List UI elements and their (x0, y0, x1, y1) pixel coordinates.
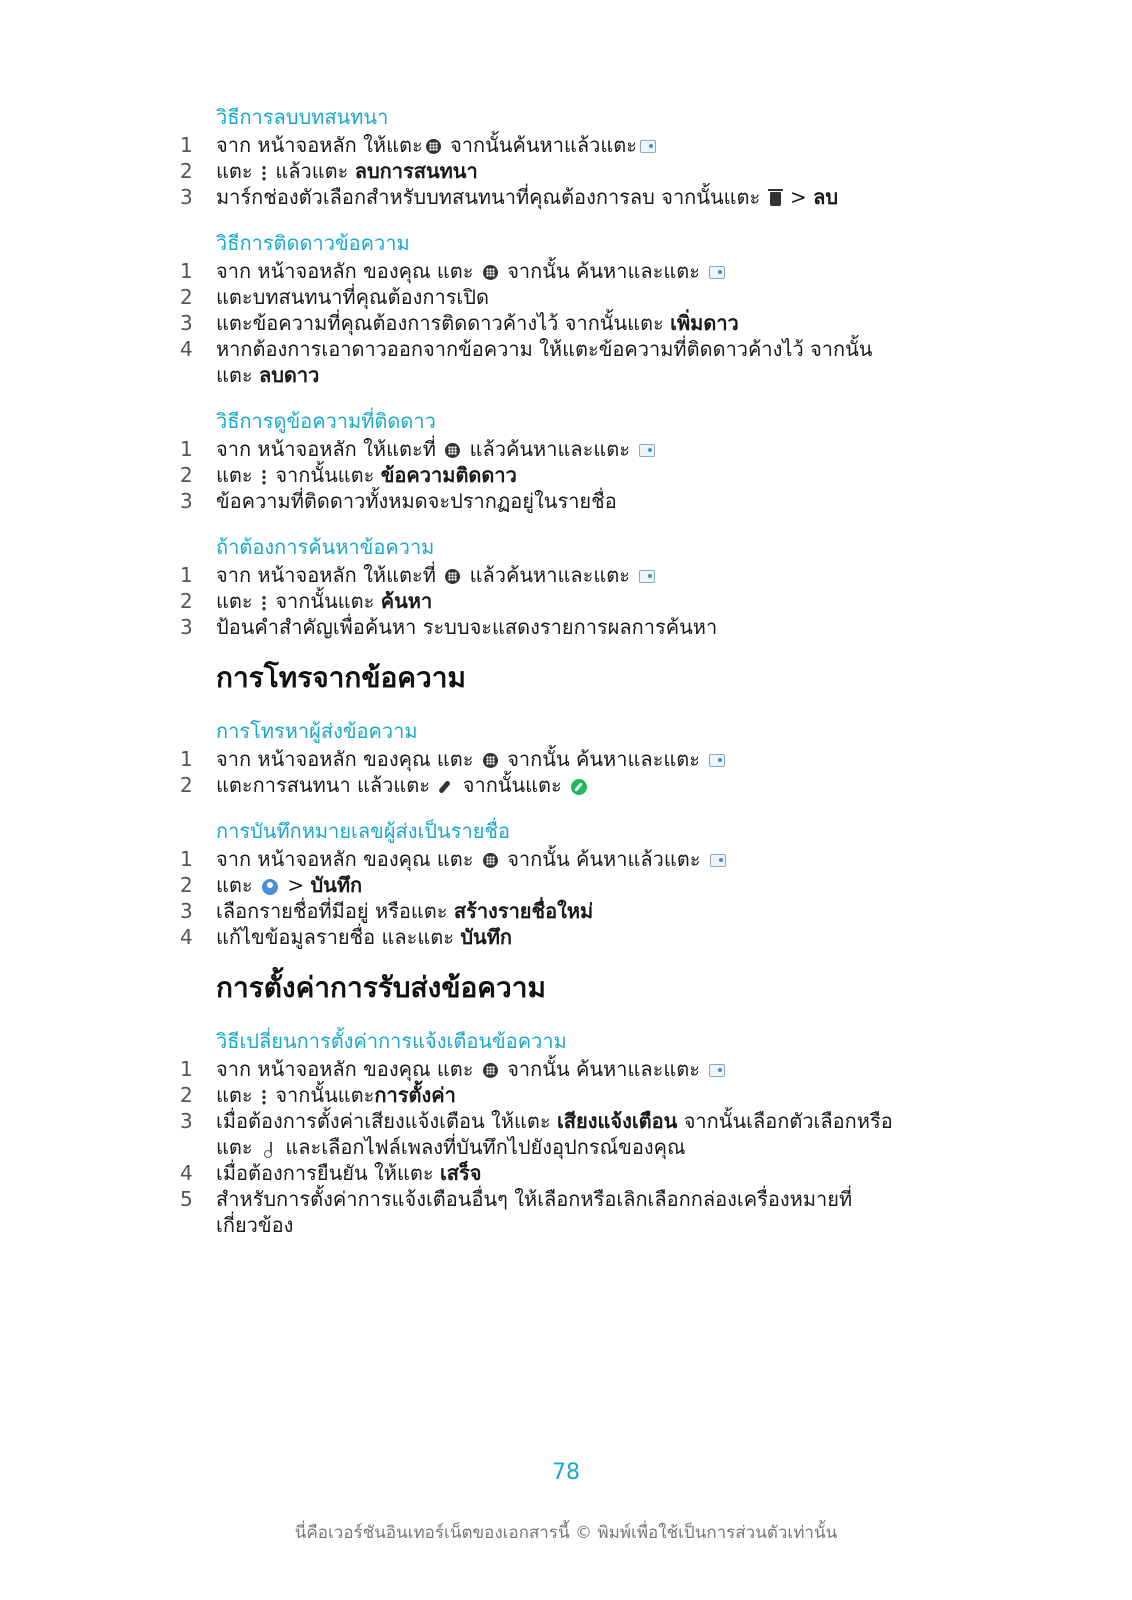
list-item: 2 แตะ > บันทึก (180, 873, 363, 897)
step-number: 1 (180, 1057, 193, 1081)
list-item: 5 สำหรับการตั้งค่าการแจ้งเตือนอื่นๆ ให้เลือกหรือเลิกเลือกกล่องเครื่องหมายที่เกี่ยวข้อง (180, 1187, 853, 1237)
apps-icon (483, 853, 498, 868)
step-number: 2 (180, 1083, 193, 1107)
apps-icon (445, 569, 460, 584)
list-item: 1 จาก หน้าจอหลัก ของคุณ แตะ จากนั้น ค้นหาและแตะ (180, 746, 900, 772)
list-item: 4 แก้ไขข้อมูลรายชื่อ และแตะ บันทึก (180, 925, 513, 949)
subtitle-search-messages: ถ้าต้องการค้นหาข้อความ (216, 535, 435, 559)
step-number: 4 (180, 1161, 193, 1185)
step-number: 3 (180, 1109, 193, 1133)
subtitle-star-message: วิธีการติดดาวข้อความ (216, 231, 410, 255)
list-item: 1 จาก หน้าจอหลัก ให้แตะ จากนั้นค้นหาแล้วแตะ (180, 132, 900, 158)
menu-more-icon (262, 469, 266, 485)
messaging-icon (639, 444, 655, 457)
menu-more-icon (262, 595, 266, 611)
step-number: 3 (180, 899, 193, 923)
apps-icon (483, 1063, 498, 1078)
apps-icon (426, 139, 441, 154)
contact-icon (262, 879, 278, 895)
subtitle-notification-settings: วิธีเปลี่ยนการตั้งค่าการแจ้งเตือนข้อความ (216, 1029, 567, 1053)
footer-note: นี่คือเวอร์ชันอินเทอร์เน็ตของเอกสารนี้ © พิมพ์เพื่อใช้เป็นการส่วนตัวเท่านั้น (294, 1523, 838, 1543)
page-content (180, 104, 900, 1258)
messaging-icon (640, 140, 656, 153)
subtitle-view-starred: วิธีการดูข้อความที่ติดดาว (216, 409, 436, 433)
step-number: 4 (180, 337, 193, 361)
trash-icon (770, 192, 781, 206)
step-number: 1 (180, 563, 193, 587)
messaging-icon (710, 854, 726, 867)
step-number: 1 (180, 133, 193, 157)
list-item: 1 จาก หน้าจอหลัก ของคุณ แตะ จากนั้น ค้นหาแล้วแตะ (180, 846, 900, 872)
step-number: 2 (180, 589, 193, 613)
step-number: 1 (180, 437, 193, 461)
step-number: 3 (180, 615, 193, 639)
menu-more-icon (262, 1089, 266, 1105)
step-number: 3 (180, 311, 193, 335)
steps-call-sender (180, 746, 900, 798)
menu-more-icon (262, 165, 266, 181)
list-item: 4 หากต้องการเอาดาวออกจากข้อความ ให้แตะข้อความที่ติดดาวค้างไว้ จากนั้นแตะ ลบดาว (180, 337, 873, 387)
heading-calling-from-messages: การโทรจากข้อความ (216, 661, 466, 694)
call-button-icon (571, 779, 587, 795)
steps-delete-conversation (180, 132, 900, 210)
step-number: 1 (180, 847, 193, 871)
step-number: 2 (180, 773, 193, 797)
list-item: 3 เลือกรายชื่อที่มีอยู่ หรือแตะ สร้างรายชื่อใหม่ (180, 899, 594, 923)
subtitle-save-sender-number: การบันทึกหมายเลขผู้ส่งเป็นรายชื่อ (216, 819, 510, 843)
steps-notification-settings (180, 1056, 900, 1238)
list-item: 3 ป้อนคำสำคัญเพื่อค้นหา ระบบจะแสดงรายการผลการค้นหา (180, 615, 718, 639)
music-note-icon (262, 1141, 276, 1157)
page-number: 78 (552, 1460, 580, 1485)
step-number: 3 (180, 489, 193, 513)
messaging-icon (639, 570, 655, 583)
list-item: 1 จาก หน้าจอหลัก ให้แตะที่ แล้วค้นหาและแตะ (180, 562, 900, 588)
phone-icon (439, 780, 453, 794)
apps-icon (483, 753, 498, 768)
list-item: 2 แตะ จากนั้นแตะการตั้งค่า (180, 1083, 456, 1107)
list-item: 2 แตะ แล้วแตะ ลบการสนทนา (180, 159, 478, 183)
steps-view-starred (180, 436, 900, 514)
list-item: 4 เมื่อต้องการยืนยัน ให้แตะ เสร็จ (180, 1161, 482, 1185)
step-number: 2 (180, 463, 193, 487)
list-item: 1 จาก หน้าจอหลัก ของคุณ แตะ จากนั้น ค้นหาและแตะ (180, 1056, 900, 1082)
apps-icon (445, 443, 460, 458)
list-item: 2 แตะบทสนทนาที่คุณต้องการเปิด (180, 285, 489, 309)
step-number: 3 (180, 185, 193, 209)
list-item: 3 แตะข้อความที่คุณต้องการติดดาวค้างไว้ จากนั้นแตะ เพิ่มดาว (180, 311, 739, 335)
list-item: 3 เมื่อต้องการตั้งค่าเสียงแจ้งเตือน ให้แตะ เสียงแจ้งเตือน จากนั้นเลือกตัวเลือกหรือแตะ และเลือกไฟล์เพลงที่บันทึกไปยังอุปกรณ์ของคุณ (180, 1109, 893, 1159)
messaging-icon (709, 266, 725, 279)
steps-save-sender-number (180, 846, 900, 950)
messaging-icon (709, 754, 725, 767)
list-item: 1 จาก หน้าจอหลัก ของคุณ แตะ จากนั้น ค้นหาและแตะ (180, 258, 900, 284)
list-item: 3 ข้อความที่ติดดาวทั้งหมดจะปรากฏอยู่ในรายชื่อ (180, 489, 617, 513)
list-item: 2 แตะ จากนั้นแตะ ข้อความติดดาว (180, 463, 517, 487)
heading-messaging-settings: การตั้งค่าการรับส่งข้อความ (216, 971, 546, 1004)
apps-icon (483, 265, 498, 280)
subtitle-delete-conversation: วิธีการลบบทสนทนา (216, 105, 389, 129)
list-item: 2 แตะการสนทนา แล้วแตะ จากนั้นแตะ (180, 772, 900, 798)
step-number: 2 (180, 873, 193, 897)
step-number: 1 (180, 259, 193, 283)
subtitle-call-sender: การโทรหาผู้ส่งข้อความ (216, 719, 418, 743)
steps-star-message (180, 258, 900, 388)
step-number: 2 (180, 285, 193, 309)
list-item: 3 มาร์กช่องตัวเลือกสำหรับบทสนทนาที่คุณต้องการลบ จากนั้นแตะ > ลบ (180, 185, 839, 209)
step-number: 4 (180, 925, 193, 949)
step-number: 5 (180, 1187, 193, 1211)
list-item: 2 แตะ จากนั้นแตะ ค้นหา (180, 589, 433, 613)
steps-search-messages (180, 562, 900, 640)
step-number: 2 (180, 159, 193, 183)
list-item: 1 จาก หน้าจอหลัก ให้แตะที่ แล้วค้นหาและแตะ (180, 436, 900, 462)
messaging-icon (709, 1064, 725, 1077)
step-number: 1 (180, 747, 193, 771)
